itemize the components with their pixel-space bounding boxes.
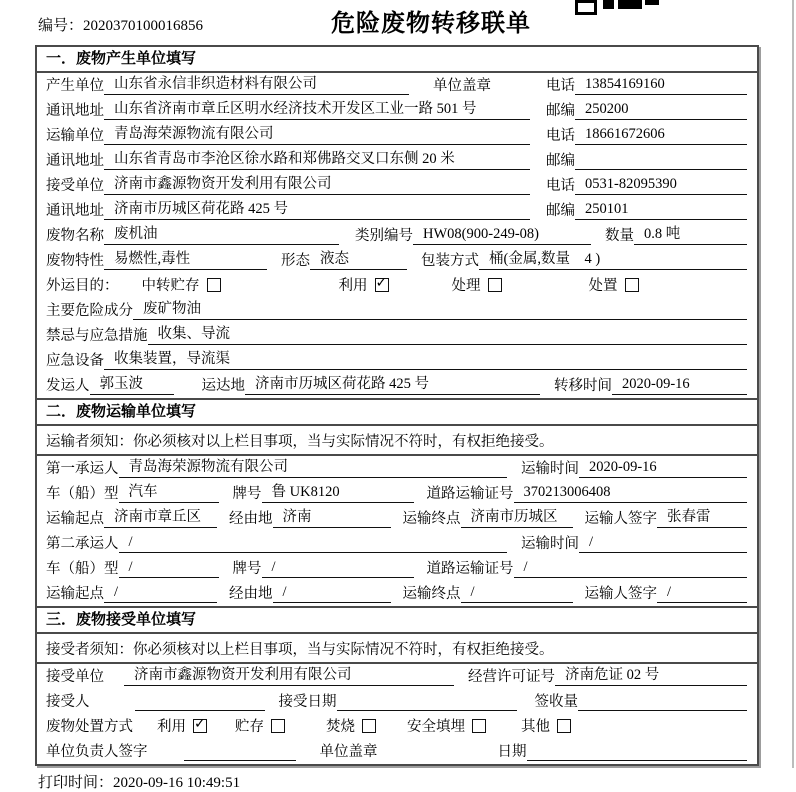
receive-unit-label: 接受单位 [46,669,104,685]
category-code-label: 类别编号 [355,228,413,244]
disposal-option-burn [326,715,376,736]
producer-address-value: 山东省济南市章丘区明水经济技术开发区工业一路 501 号 [104,97,530,120]
disposal-option-other-label: 其他 [521,719,550,735]
first-carrier-value: 青岛海荣源物流有限公司 [119,455,508,478]
carrier-signature-label: 运输人签字 [584,586,657,602]
carrier-signature-label: 运输人签字 [584,511,657,527]
phone-label: 电话 [546,78,575,94]
section-receive [35,606,759,766]
transporter-zip-value [575,168,747,170]
destination-value: 济南市历城区荷花路 425 号 [245,372,540,395]
route-start-label: 运输起点 [46,586,104,602]
receiver-phone-value: 0531-82095390 [575,176,747,195]
disposal-other-checkbox [557,719,571,733]
row-producer [37,73,757,98]
disposal-option-use [157,715,207,736]
transporter-value: 青岛海荣源物流有限公司 [104,122,530,145]
quantity-value: 0.8 吨 [634,222,747,245]
waste-character-value: 易燃性,毒性 [104,247,267,270]
purpose-option-use-label: 利用 [338,278,368,294]
transporter-label: 运输单位 [46,128,104,144]
purpose-option-dispose [589,274,639,295]
zip-label: 邮编 [546,153,575,169]
transport-time-label: 运输时间 [521,536,579,552]
unit-seal-label: 单位盖章 [433,78,491,94]
row-waste-name [37,223,757,248]
receive-date-label: 接受日期 [278,694,337,710]
dispatcher-value: 郭玉波 [90,372,174,395]
route-via-label: 经由地 [229,511,273,527]
purpose-option-storage-label: 中转贮存 [141,278,200,294]
packaging-value: 桶(金属,数量 4 ) [479,247,747,270]
recipient-value [135,709,265,711]
route-end-value: 济南市历城区 [461,505,573,528]
row-emergency-equipment [37,348,757,373]
disposal-burn-checkbox [362,719,376,733]
row-second-vehicle [37,556,757,581]
disposal-option-storage [235,715,285,736]
row-first-route [37,506,757,531]
document-number-label: 编号： [38,18,84,34]
emergency-equipment-label: 应急设备 [46,353,104,369]
waste-character-label: 废物特性 [46,253,104,269]
purpose-storage-checkbox [207,278,221,292]
vehicle-type-value: 汽车 [119,480,219,503]
responsible-signature-value [184,759,296,761]
receive-unit-value: 济南市鑫源物资开发利用有限公司 [124,663,454,686]
dispatcher-label: 发运人 [46,378,90,394]
route-end-label: 运输终点 [402,511,461,527]
transfer-time-value: 2020-09-16 [612,376,747,395]
route-start-value: 济南市章丘区 [104,505,217,528]
purpose-dispose-checkbox [625,278,639,292]
plate-label: 牌号 [232,486,262,502]
row-transporter [37,123,757,148]
producer-label: 产生单位 [46,78,104,94]
quantity-label: 数量 [605,228,634,244]
zip-label: 邮编 [546,203,575,219]
document-header [0,0,796,45]
row-second-route [37,581,757,606]
receiver-value: 济南市鑫源物资开发利用有限公司 [104,172,530,195]
second-route-via-value: / [273,584,391,603]
disposal-option-landfill-label: 安全填埋 [407,719,465,735]
receive-date-value [337,709,517,711]
transporter-address-value: 山东省青岛市李沧区徐水路和郑佛路交叉口东侧 20 米 [104,147,530,170]
row-hazard-component [37,298,757,323]
disposal-option-other [521,715,571,736]
purpose-use-checkbox [375,278,389,292]
row-first-carrier [37,456,757,481]
page-edge-line [792,0,794,768]
responsible-signature-label: 单位负责人签字 [46,744,148,760]
second-carrier-value: / [119,534,508,553]
row-waste-character [37,248,757,273]
receiver-zip-value: 250101 [575,201,747,220]
road-permit-value: 370213006408 [514,484,748,503]
second-route-end-value: / [461,584,573,603]
producer-value: 山东省永信非织造材料有限公司 [104,72,409,95]
disposal-use-checkbox [193,719,207,733]
road-permit-label: 道路运输证号 [426,486,514,502]
transporter-phone-value: 18661672606 [575,126,747,145]
transport-time-label: 运输时间 [521,461,579,477]
receive-notice: 接受者须知：你必须核对以上栏目事项，当与实际情况不符时，有权拒绝接受。 [37,634,757,664]
license-label: 经营许可证号 [468,669,555,685]
emergency-equipment-value: 收集装置，导流渠 [104,347,747,370]
sign-date-value [527,759,748,761]
received-quantity-value [578,709,747,711]
purpose-option-storage [142,274,221,295]
row-dispatch [37,373,757,398]
section-transport [35,398,759,608]
form-value: 液态 [310,247,407,270]
row-disposal-method [37,714,757,739]
row-responsible-sign [37,739,757,764]
purpose-option-treat-label: 处理 [451,278,481,294]
receiver-label: 接受单位 [46,178,104,194]
received-quantity-label: 签收量 [534,694,578,710]
print-time-value: 2020-09-16 10:49:51 [113,775,241,791]
disposal-option-landfill [407,715,486,736]
second-carrier-label: 第二承运人 [46,536,119,552]
hazard-component-value: 废矿物油 [133,297,747,320]
unit-seal-label: 单位盖章 [319,744,378,760]
second-route-start-value: / [104,584,217,603]
second-vehicle-type-value: / [119,559,219,578]
road-permit-label: 道路运输证号 [426,561,514,577]
row-transfer-purpose [37,273,757,298]
purpose-option-treat [452,274,502,295]
second-transport-time-value: / [579,534,747,553]
row-producer-address [37,98,757,123]
hazard-component-label: 主要危险成分 [46,303,133,319]
route-via-label: 经由地 [229,586,273,602]
row-emergency-measures [37,323,757,348]
second-plate-value: / [262,559,414,578]
zip-label: 邮编 [546,103,575,119]
row-receiver-address [37,198,757,223]
date-label: 日期 [497,744,527,760]
document-title: 危险废物转移联单 [331,10,531,37]
vehicle-type-label: 车（船）型 [46,486,119,502]
address-label: 通讯地址 [46,203,104,219]
row-first-vehicle [37,481,757,506]
print-time-label: 打印时间： [38,775,114,791]
recipient-label: 接受人 [46,694,90,710]
plate-value: 鲁 UK8120 [262,480,414,503]
disposal-storage-checkbox [271,719,285,733]
first-transport-time-value: 2020-09-16 [579,459,747,478]
emergency-measures-label: 禁忌与应急措施 [46,328,148,344]
address-label: 通讯地址 [46,153,104,169]
first-carrier-label: 第一承运人 [46,461,119,477]
phone-label: 电话 [546,178,575,194]
receiver-address-value: 济南市历城区荷花路 425 号 [104,197,530,220]
destination-label: 运达地 [201,378,245,394]
waste-name-value: 废机油 [104,222,339,245]
section-receive-title: 三．废物接受单位填写 [37,608,757,634]
qr-code-fragment [575,0,659,9]
purpose-option-dispose-label: 处置 [588,278,618,294]
producer-phone-value: 13854169160 [575,76,747,95]
document-number-value: 2020370100016856 [83,18,204,34]
section-producer-title: 一．废物产生单位填写 [37,47,757,73]
route-start-label: 运输起点 [46,511,104,527]
producer-zip-value: 250200 [575,101,747,120]
category-code-value: HW08(900-249-08) [413,226,591,245]
disposal-option-storage-label: 贮存 [235,719,264,735]
second-carrier-signature-value: / [657,584,747,603]
transport-notice: 运输者须知：你必须核对以上栏目事项，当与实际情况不符时，有权拒绝接受。 [37,426,757,456]
disposal-option-burn-label: 焚烧 [326,719,355,735]
transfer-purpose-label: 外运目的： [46,278,119,294]
section-transport-title: 二．废物运输单位填写 [37,400,757,426]
disposal-method-label: 废物处置方式 [46,719,133,735]
route-end-label: 运输终点 [402,586,461,602]
row-recipient [37,689,757,714]
row-transporter-address [37,148,757,173]
form-label: 形态 [281,253,310,269]
address-label: 通讯地址 [46,103,104,119]
row-second-carrier [37,531,757,556]
section-producer [35,45,759,400]
packaging-label: 包装方式 [421,253,479,269]
second-road-permit-value: / [514,559,748,578]
purpose-treat-checkbox [488,278,502,292]
transfer-time-label: 转移时间 [554,378,612,394]
route-via-value: 济南 [273,505,391,528]
carrier-signature-value: 张春雷 [657,505,747,528]
purpose-option-use [339,274,389,295]
row-receive-unit [37,664,757,689]
waste-name-label: 废物名称 [46,228,104,244]
phone-label: 电话 [546,128,575,144]
row-receiver [37,173,757,198]
print-time [38,771,796,792]
license-value: 济南危证 02 号 [555,663,747,686]
emergency-measures-value: 收集、导流 [148,322,748,345]
disposal-option-use-label: 利用 [157,719,186,735]
vehicle-type-label: 车（船）型 [46,561,119,577]
disposal-landfill-checkbox [472,719,486,733]
plate-label: 牌号 [232,561,262,577]
